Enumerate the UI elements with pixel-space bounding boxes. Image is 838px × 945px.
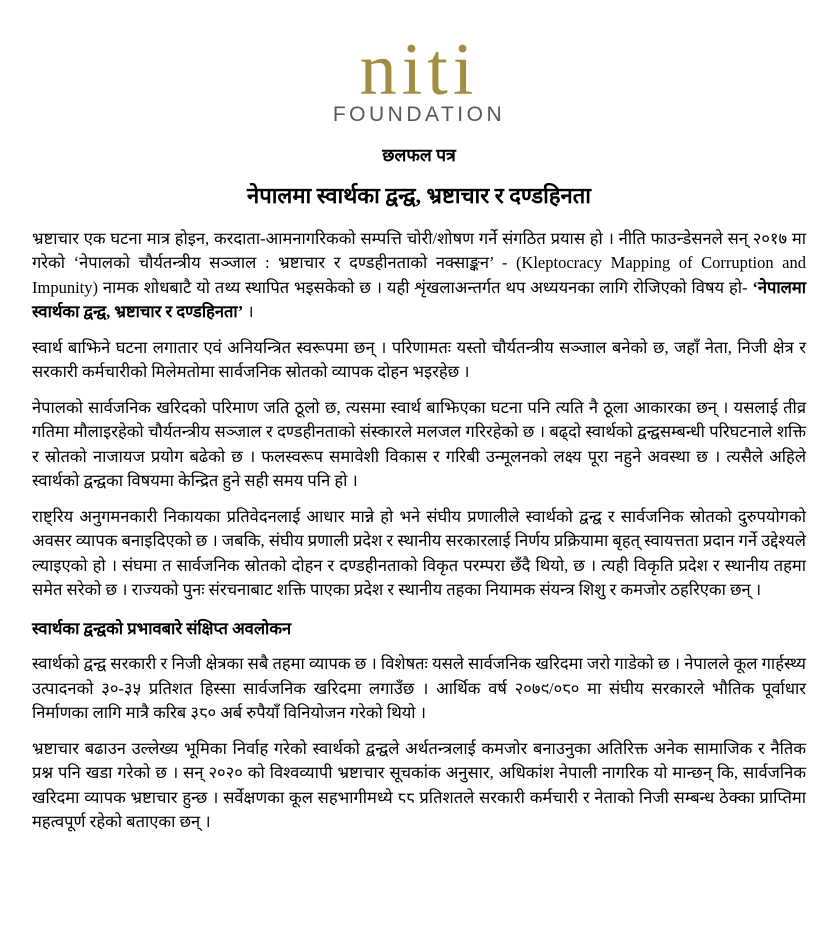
paragraph-public-procurement: नेपालको सार्वजनिक खरिदको परिमाण जति ठूलो छ, त्यसमा स्वार्थ बाझिएका घटना पनि त्यति नै ठूला आकारका छन् । यसलाई तीव्र गतिमा मौलाइरहेको चौर्यतन्त्रीय सञ्जाल र दण्डहीनताको संस्कारले मलजल गरिरहेको छ । बढ्दो स्वार्थको द्वन्द्वसम्बन्धी परिघटनाले शक्ति र स्रोतको नाजायज प्रयोग बढेको छ । फलस्वरूप समावेशी विकास र गरिबी उन्मूलनको लक्ष्य पूरा नहुने अवस्था छ । त्यसैले अहिले स्वार्थको द्वन्द्वका विषयमा केन्द्रित हुने सही समय पनि हो । — [32, 397, 806, 491]
document-body — [32, 227, 806, 835]
paragraph-gdp-share: स्वार्थको द्वन्द्व सरकारी र निजी क्षेत्रका सबै तहमा व्यापक छ । विशेषतः यसले सार्वजनिक खरिदमा जरो गाडेको छ । नेपालले कूल गार्हस्थ्य उत्पादनको ३०-३५ प्रतिशत हिस्सा सार्वजनिक खरिदमा लगाउँछ । आर्थिक वर्ष २०७९/०८० मा संघीय सरकारले भौतिक पूर्वाधार निर्माणका लागि मात्रै करिब ३८० अर्ब रुपैयाँ विनियोजन गरेको थियो । — [32, 654, 806, 723]
paragraph-intro-tail: । — [243, 302, 254, 322]
document-type-label: छलफल पत्र — [382, 144, 456, 165]
niti-foundation-logo — [332, 29, 506, 126]
paragraph-federal-system: राष्ट्रिय अनुगमनकारी निकायका प्रतिवेदनलाई आधार मान्ने हो भने संघीय प्रणालीले स्वार्थको द्वन्द्व र सार्वजनिक स्रोतको दुरुपयोगको अवसर व्यापक बनाइदिएको छ । जबकि, संघीय प्रणाली प्रदेश र स्थानीय सरकारलाई निर्णय प्रक्रियामा बृहत् स्वायत्तता प्रदान गर्ने उद्देश्यले ल्याइएको हो । संघमा त सार्वजनिक स्रोतको दोहन र दण्डहीनताको विकृत परम्परा छँदै थियो, छ । त्यही विकृति प्रदेश र स्थानीय तहमा समेत सरेको छ । राज्यको पुनः संरचनाबाट शक्ति पाएका प्रदेश र स्थानीय तहका नियामक संयन्त्र शिशु र कमजोर ठहरिएका छन् । — [32, 506, 806, 600]
paragraph-intro-lead: भ्रष्टाचार एक घटना मात्र होइन, करदाता-आमनागरिकको सम्पत्ति चोरी/शोषण गर्ने संगठित प्रयास हो । नीति फाउन्डेसनले सन् २०१७ मा गरेको ‘नेपालको चौर्यतन्त्रीय सञ्जाल : भ्रष्टाचार र दण्डहीनताको नक्साङ्कन’ - (Kleptocracy Mapping of Corruption and Impunity) नामक शोधबाटै यो तथ्य स्थापित भइसकेको छ । यही शृंखलाअन्तर्गत थप अध्ययनका लागि रोजिएको विषय हो- — [32, 228, 806, 297]
paragraph-intro — [32, 227, 806, 325]
document-title: नेपालमा स्वार्थका द्वन्द्व, भ्रष्टाचार र दण्डहिनता — [247, 182, 591, 208]
paragraph-corruption-index: भ्रष्टाचार बढाउन उल्लेख्य भूमिका निर्वाह गरेको स्वार्थको द्वन्द्वले अर्थतन्त्रलाई कमजोर बनाउनुका अतिरिक्त अनेक सामाजिक र नैतिक प्रश्न पनि खडा गरेको छ । सन् २०२० को विश्वव्यापी भ्रष्टाचार सूचकांक अनुसार, अधिकांश नेपाली नागरिक यो मान्छन् कि, सार्वजनिक खरिदमा व्यापक भ्रष्टाचार हुन्छ । सर्वेक्षणका कूल सहभागीमध्ये ८८ प्रतिशतले सरकारी कर्मचारी र नेताको निजी सम्बन्ध ठेक्का प्राप्तिमा महत्वपूर्ण रहेको बताएका छन् । — [32, 738, 806, 832]
logo-wordmark: niti — [359, 29, 479, 111]
paragraph-conflict-events: स्वार्थ बाझिने घटना लगातार एवं अनियन्त्रित स्वरूपमा छन् । परिणामतः यस्तो चौर्यतन्त्रीय सञ्जाल बनेको छ, जहाँ नेता, निजी क्षेत्र र सरकारी कर्मचारीको मिलेमतोमा सार्वजनिक स्रोतको व्यापक दोहन भइरहेछ । — [32, 337, 806, 382]
document-header — [32, 29, 806, 210]
paragraph-intro-emphasis: ‘नेपालमा स्वार्थका द्वन्द्व, भ्रष्टाचार र दण्डहिनता’ — [32, 277, 806, 322]
section-heading: स्वार्थका द्वन्द्वको प्रभावबारे संक्षिप्त अवलोकन — [32, 618, 292, 638]
logo-subtitle: FOUNDATION — [332, 102, 506, 126]
